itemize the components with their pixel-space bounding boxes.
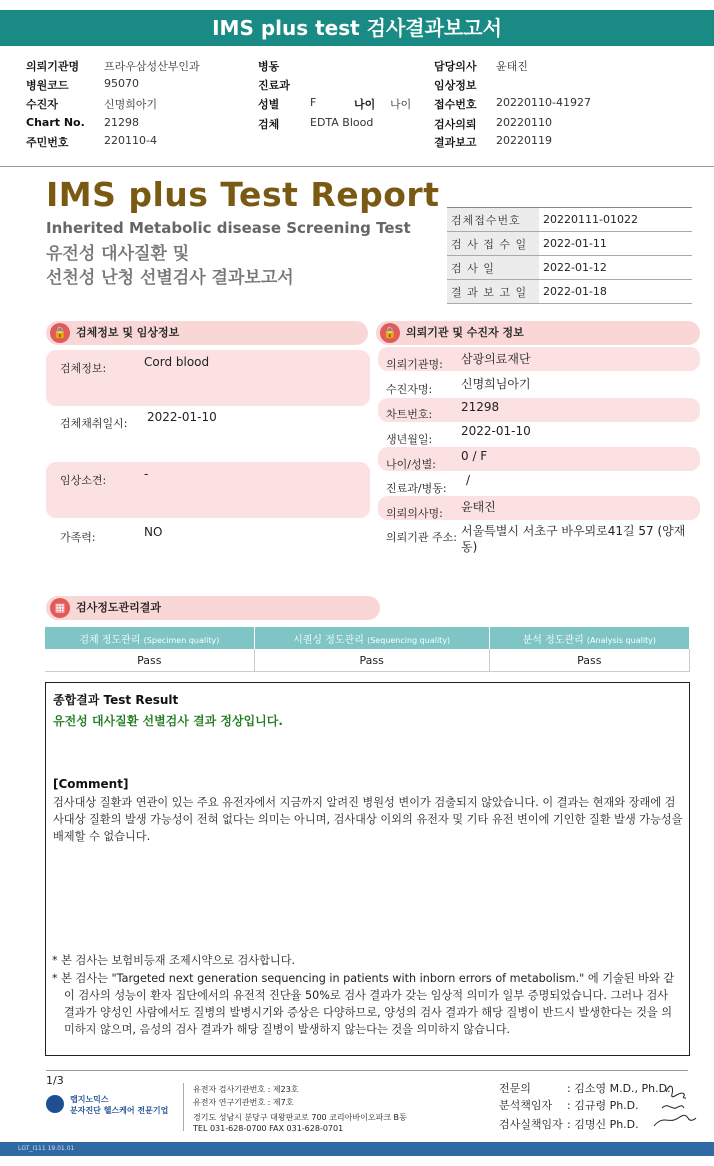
field-label: 임상소견: bbox=[60, 474, 107, 487]
signature-2 bbox=[662, 1106, 684, 1109]
clipboard-icon: ▦ bbox=[50, 598, 70, 618]
header-label: 진료과 bbox=[258, 79, 290, 92]
field-label: 검체정보: bbox=[60, 362, 107, 375]
header-label: 병동 bbox=[258, 60, 280, 73]
signer-value: : 김규령 Ph.D. bbox=[567, 1099, 639, 1112]
qc-section-header bbox=[46, 596, 380, 620]
lock-icon: 🔒 bbox=[50, 323, 70, 343]
comment-heading: [Comment] bbox=[53, 777, 129, 791]
field-value: NO bbox=[144, 525, 163, 539]
result-box bbox=[45, 682, 690, 1056]
field-label: 의뢰기관명: bbox=[386, 358, 443, 371]
header-label: 결과보고 bbox=[434, 136, 477, 149]
table-row bbox=[45, 649, 690, 672]
table-row bbox=[45, 627, 690, 649]
result-title: 종합결과 Test Result bbox=[53, 693, 179, 707]
field-value: 0 / F bbox=[461, 449, 488, 463]
note-1: * 본 검사는 보험비등재 조제시약으로 검사합니다. bbox=[52, 954, 296, 967]
signer-label: 검사실책임자 bbox=[499, 1118, 563, 1131]
header-value: 나이 bbox=[390, 98, 412, 111]
report-kr-title-1: 유전성 대사질환 및 bbox=[46, 244, 190, 264]
header-value: F bbox=[310, 96, 317, 109]
meta-label: 결 과 보 고 일 bbox=[447, 280, 539, 304]
meta-value: 20220111-01022 bbox=[539, 208, 692, 232]
footer-divider bbox=[46, 1070, 688, 1071]
signatures bbox=[650, 1074, 700, 1134]
report-subtitle: Inherited Metabolic disease Screening Test bbox=[46, 219, 411, 237]
header-label: 성별 bbox=[258, 98, 280, 111]
field-value: 2022-01-10 bbox=[147, 410, 217, 424]
qc-col-en: (Analysis quality) bbox=[586, 635, 657, 645]
header-label: 접수번호 bbox=[434, 98, 477, 111]
company-logo-icon bbox=[46, 1095, 64, 1113]
table-header bbox=[489, 627, 689, 649]
meta-value: 2022-01-11 bbox=[539, 232, 692, 256]
field-value: Cord blood bbox=[144, 355, 210, 369]
field-label: 진료과/병동: bbox=[386, 482, 447, 495]
field-value: 2022-01-10 bbox=[461, 424, 531, 438]
company-name: 랩지노믹스 bbox=[70, 1095, 109, 1104]
field-label: 수진자명: bbox=[386, 383, 433, 396]
comment-text: 검사대상 질환과 연관이 있는 주요 유전자에서 지금까지 알려진 병원성 변이가 검출되지 않았습니다. 이 결과는 현재와 장래에 검사대상 질환의 발생 가능성이 전혀 없다는 의미는 아니며, 검사대상 이외의 유전자 및 기타 유전 변이에 기인한 질환 발생 가능성을 배제할 수 없습니다. bbox=[53, 796, 683, 843]
table-header bbox=[45, 627, 254, 649]
page-number: 1/3 bbox=[46, 1074, 64, 1087]
field-label: 차트번호: bbox=[386, 408, 433, 421]
field-label: 검체채취일시: bbox=[60, 417, 128, 430]
header-label: Chart No. bbox=[26, 116, 85, 129]
field-label: 의뢰의사명: bbox=[386, 507, 443, 520]
footer-info: 유전자 검사기관번호 : 제23호 bbox=[193, 1085, 299, 1094]
report-title: IMS plus Test Report bbox=[46, 175, 440, 214]
header-value: 20220110-41927 bbox=[496, 96, 591, 109]
field-value: - bbox=[144, 467, 149, 481]
qc-col-kr: 검체 정도관리 bbox=[79, 634, 141, 646]
header-label: 주민번호 bbox=[26, 136, 69, 149]
section-title: 검체정보 및 임상정보 bbox=[76, 326, 180, 339]
meta-label: 검 사 일 bbox=[447, 256, 539, 280]
field-value: 윤태진 bbox=[461, 500, 496, 514]
header-value: 220110-4 bbox=[104, 134, 157, 147]
header-value: 윤태진 bbox=[496, 60, 528, 73]
qc-col-kr: 시퀀싱 정도관리 bbox=[293, 634, 364, 646]
footer-code-bar: LGT_I111 19.01.01 bbox=[0, 1142, 714, 1156]
specimen-field-bg bbox=[46, 462, 370, 518]
signer-value: : 김소영 M.D., Ph.D. bbox=[567, 1082, 671, 1095]
footer-info: TEL 031-628-0700 FAX 031-628-0701 bbox=[193, 1124, 344, 1133]
header-value: 95070 bbox=[104, 77, 139, 90]
field-value: 21298 bbox=[461, 400, 500, 414]
qc-col-kr: 분석 정도관리 bbox=[522, 634, 584, 646]
signer-value: : 김명신 Ph.D. bbox=[567, 1118, 639, 1131]
qc-col-en: (Sequencing quality) bbox=[367, 635, 451, 645]
qc-table bbox=[45, 627, 690, 672]
result-summary: 유전성 대사질환 선별검사 결과 정상입니다. bbox=[53, 714, 283, 728]
field-label: 나이/성별: bbox=[386, 458, 436, 471]
signer-label: 전문의 bbox=[499, 1082, 531, 1095]
table-cell: Pass bbox=[254, 649, 489, 672]
header-value: 신명희아기 bbox=[104, 98, 158, 111]
field-value: 서울특별시 서초구 바우뫼로41길 57 (양재동) bbox=[461, 524, 686, 554]
report-kr-title-2: 선천성 난청 선별검사 결과보고서 bbox=[46, 268, 294, 288]
footer-separator bbox=[183, 1083, 184, 1131]
header-label: 검사의뢰 bbox=[434, 118, 477, 131]
header-value: 20220119 bbox=[496, 134, 552, 147]
signature-3 bbox=[654, 1115, 696, 1126]
meta-value: 2022-01-18 bbox=[539, 280, 692, 304]
field-label: 의뢰기관 주소: bbox=[386, 531, 457, 544]
header-value: 20220110 bbox=[496, 116, 552, 129]
meta-label: 검체접수번호 bbox=[447, 208, 539, 232]
table-row bbox=[447, 208, 692, 232]
table-cell: Pass bbox=[45, 649, 254, 672]
header-label: 담당의사 bbox=[434, 60, 477, 73]
table-row bbox=[447, 256, 692, 280]
table-row bbox=[447, 232, 692, 256]
meta-label: 검 사 접 수 일 bbox=[447, 232, 539, 256]
header-label: 나이 bbox=[354, 98, 376, 111]
lock-icon: 🔒 bbox=[380, 323, 400, 343]
specimen-section-header bbox=[46, 321, 368, 345]
table-row bbox=[447, 280, 692, 304]
header-value: EDTA Blood bbox=[310, 116, 374, 129]
title-bar: IMS plus test 검사결과보고서 bbox=[0, 10, 714, 46]
header-value: 21298 bbox=[104, 116, 139, 129]
field-label: 가족력: bbox=[60, 531, 96, 544]
qc-col-en: (Specimen quality) bbox=[143, 635, 220, 645]
header-label: 검체 bbox=[258, 118, 280, 131]
note-2: * 본 검사는 "Targeted next generation sequencing in patients with inborn errors of metabolism." 에 기술된 바와 같이 검사의 성능이 환자 집단에서의 유전적 진단율 50%로 검사 결과가 갖는 임상적 의미가 일부 증명되었습니다. 그러나 검사 결과가 양성인 사람에서도 질병의 발병시기와 증상은 다양하므로, 양성의 검사 결과가 해당 질병이 반드시 발생한다는 것을 의미하지 않으며, 음성의 검사 결과가 해당 질병이 발생하지 않는다는 것을 의미하지 않습니다. bbox=[52, 972, 675, 1036]
header-divider bbox=[0, 166, 714, 167]
header-label: 수진자 bbox=[26, 98, 58, 111]
report-meta-table bbox=[447, 207, 692, 304]
field-value: 신명희님아기 bbox=[461, 377, 531, 391]
section-title: 검사정도관리결과 bbox=[76, 601, 162, 614]
header-value: 프라우삼성산부인과 bbox=[104, 60, 200, 73]
header-label: 의뢰기관명 bbox=[26, 60, 80, 73]
meta-value: 2022-01-12 bbox=[539, 256, 692, 280]
company-tagline: 분자진단 헬스케어 전문기업 bbox=[70, 1106, 169, 1115]
signer-label: 분석책임자 bbox=[499, 1099, 553, 1112]
header-label: 임상정보 bbox=[434, 79, 477, 92]
section-title: 의뢰기관 및 수진자 정보 bbox=[406, 326, 524, 339]
field-label: 생년월일: bbox=[386, 433, 433, 446]
table-header bbox=[254, 627, 489, 649]
table-cell: Pass bbox=[489, 649, 689, 672]
header-label: 병원코드 bbox=[26, 79, 69, 92]
institution-section-header bbox=[376, 321, 700, 345]
signature-1 bbox=[666, 1086, 686, 1098]
footer-info: 유전자 연구기관번호 : 제7호 bbox=[193, 1098, 294, 1107]
field-value: 삼광의료재단 bbox=[461, 352, 531, 366]
footer-info: 경기도 성남시 분당구 대왕판교로 700 코리아바이오파크 B동 bbox=[193, 1113, 407, 1122]
field-value: / bbox=[466, 473, 471, 487]
